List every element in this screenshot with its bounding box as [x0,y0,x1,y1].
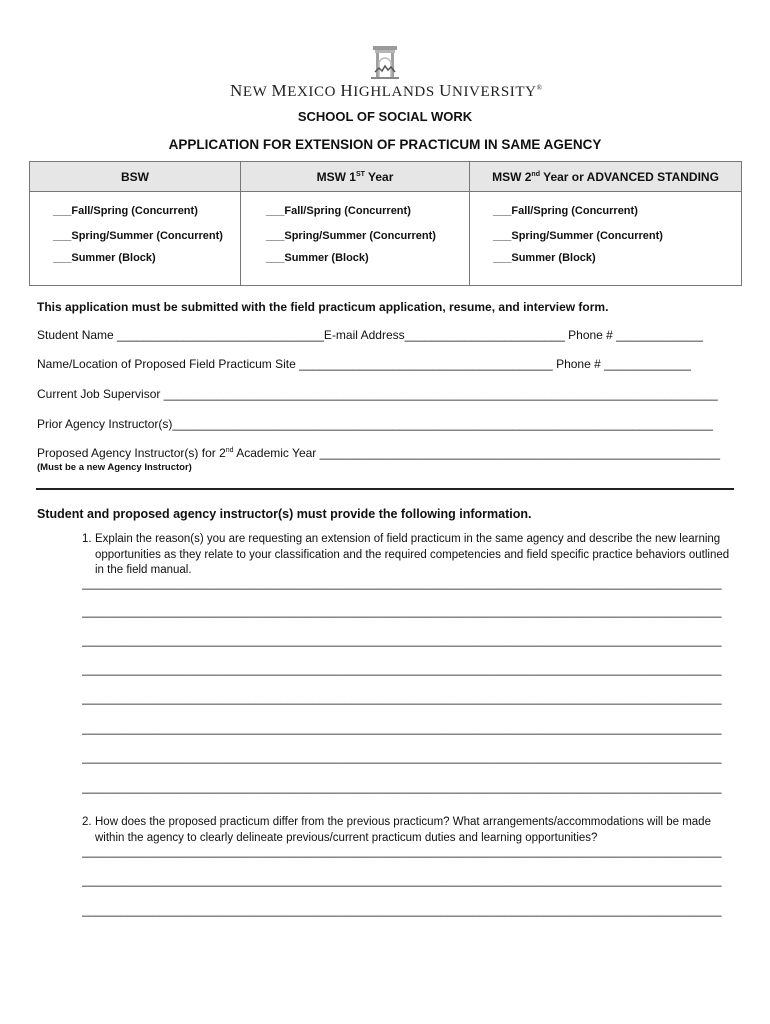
instructions-heading: Student and proposed agency instructor(s) must provide the following information. [37,507,532,521]
answer-line[interactable]: ____________________________________________________________________________________________________ [82,846,722,858]
answer-line[interactable]: ____________________________________________________________________________________________________ [82,752,722,764]
msw2-spring-summer-option[interactable]: ___Spring/Summer (Concurrent) [493,230,663,242]
bsw-options [30,192,241,286]
university-logo [230,44,543,101]
answer-line[interactable]: ____________________________________________________________________________________________________ [82,578,722,590]
answer-line[interactable]: ____________________________________________________________________________________________________ [82,723,722,735]
section-divider [36,488,734,490]
answer-line[interactable]: ____________________________________________________________________________________________________ [82,693,722,705]
bsw-summer-option[interactable]: ___Summer (Block) [53,252,156,264]
form-title: APPLICATION FOR EXTENSION OF PRACTICUM IN SAME AGENCY [168,137,602,152]
university-name: NEW MEXICO HIGHLANDS UNIVERSITY® [230,81,543,100]
msw2-options [470,192,742,286]
job-supervisor-field[interactable]: Current Job Supervisor ___________________________________________________________________________________ [37,387,718,401]
proposed-instructor-field[interactable]: Proposed Agency Instructor(s) for 2nd Academic Year ____________________________________________________________ [37,446,721,460]
column-header-msw-1st: MSW 1ST Year [241,162,470,192]
answer-line[interactable]: ____________________________________________________________________________________________________ [82,664,722,676]
bsw-spring-summer-option[interactable]: ___Spring/Summer (Concurrent) [53,230,223,242]
school-name: SCHOOL OF SOCIAL WORK [297,109,473,124]
question-1: 1. Explain the reason(s) you are requesting an extension of field practicum in the same agency and describe the new learning opportunities as they relate to your classification and the required competencies and field specific practice behaviors outlined in the field manual. [82,533,730,576]
new-instructor-note: (Must be a new Agency Instructor) [37,462,192,473]
msw2-summer-option[interactable]: ___Summer (Block) [493,252,596,264]
question-2: 2. How does the proposed practicum differ from the previous practicum? What arrangements/accommodations will be made within the agency to clearly delineate previous/current practicum duties and learning opportunities? [82,816,711,844]
msw1-spring-summer-option[interactable]: ___Spring/Summer (Concurrent) [266,230,436,242]
msw1-options [241,192,470,286]
requirement-note: This application must be submitted with the field practicum application, resume, and interview form. [37,300,609,314]
bsw-fall-spring-option[interactable]: ___Fall/Spring (Concurrent) [53,205,198,217]
msw2-fall-spring-option[interactable]: ___Fall/Spring (Concurrent) [493,205,638,217]
program-table [29,161,742,286]
msw1-fall-spring-option[interactable]: ___Fall/Spring (Concurrent) [266,205,411,217]
answer-line[interactable]: ____________________________________________________________________________________________________ [82,606,722,618]
column-header-bsw: BSW [30,162,241,192]
answer-line[interactable]: ____________________________________________________________________________________________________ [82,905,722,917]
arch-building-icon [365,44,405,80]
msw1-summer-option[interactable]: ___Summer (Block) [266,252,369,264]
answer-line[interactable]: ____________________________________________________________________________________________________ [82,875,722,887]
prior-instructor-field[interactable]: Prior Agency Instructor(s)_________________________________________________________________________________ [37,417,713,431]
practicum-site-field[interactable]: Name/Location of Proposed Field Practicum Site ______________________________________ Phone # _____________ [37,357,691,371]
answer-line[interactable]: ____________________________________________________________________________________________________ [82,782,722,794]
student-name-field[interactable]: Student Name _______________________________E-mail Address________________________ Phone # _____________ [37,328,703,342]
column-header-msw-2nd: MSW 2nd Year or ADVANCED STANDING [470,162,742,192]
answer-line[interactable]: ____________________________________________________________________________________________________ [82,635,722,647]
